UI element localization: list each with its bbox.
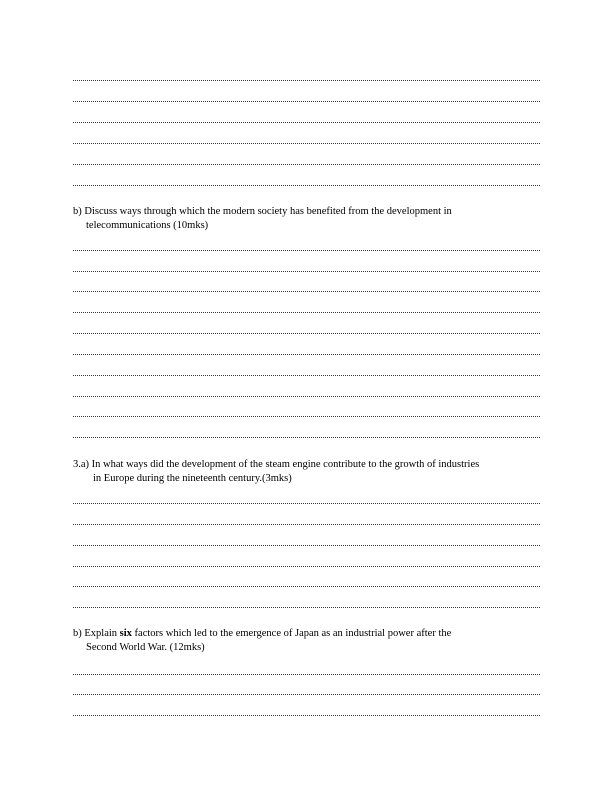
answer-line bbox=[73, 250, 540, 251]
answer-line bbox=[73, 271, 540, 272]
question-3a-line2: in Europe during the nineteenth century.(3mks) bbox=[93, 473, 292, 484]
answer-line bbox=[73, 437, 540, 438]
question-3b-suffix: factors which led to the emergence of Japan as an industrial power after the bbox=[131, 628, 452, 639]
answer-line bbox=[73, 396, 540, 397]
answer-line bbox=[73, 715, 540, 716]
answer-line bbox=[73, 607, 540, 608]
answer-line bbox=[73, 586, 540, 587]
answer-line bbox=[73, 545, 540, 546]
question-3a-line1: 3.a) In what ways did the development of the steam engine contribute to the growth of industries bbox=[73, 459, 480, 470]
answer-line bbox=[73, 503, 540, 504]
answer-line bbox=[73, 80, 540, 81]
answer-line bbox=[73, 291, 540, 292]
answer-line bbox=[73, 143, 540, 144]
answer-line bbox=[73, 694, 540, 695]
question-3b-prefix: b) Explain bbox=[73, 628, 120, 639]
answer-line bbox=[73, 566, 540, 567]
answer-line bbox=[73, 674, 540, 675]
question-3b bbox=[73, 627, 553, 655]
question-2b bbox=[73, 205, 553, 233]
answer-line bbox=[73, 101, 540, 102]
question-2b-line2: telecommunications (10mks) bbox=[86, 220, 209, 231]
answer-line bbox=[73, 333, 540, 334]
answer-line bbox=[73, 122, 540, 123]
answer-line bbox=[73, 416, 540, 417]
answer-line bbox=[73, 164, 540, 165]
question-3b-line1 bbox=[73, 627, 553, 641]
question-3a bbox=[73, 458, 553, 486]
answer-line bbox=[73, 375, 540, 376]
question-3b-line2: Second World War. (12mks) bbox=[86, 642, 205, 653]
answer-line bbox=[73, 354, 540, 355]
answer-line bbox=[73, 185, 540, 186]
answer-line bbox=[73, 312, 540, 313]
question-3b-emphasis: six bbox=[119, 628, 132, 639]
answer-line bbox=[73, 524, 540, 525]
question-2b-line1: b) Discuss ways through which the modern society has benefited from the development in bbox=[73, 206, 452, 217]
